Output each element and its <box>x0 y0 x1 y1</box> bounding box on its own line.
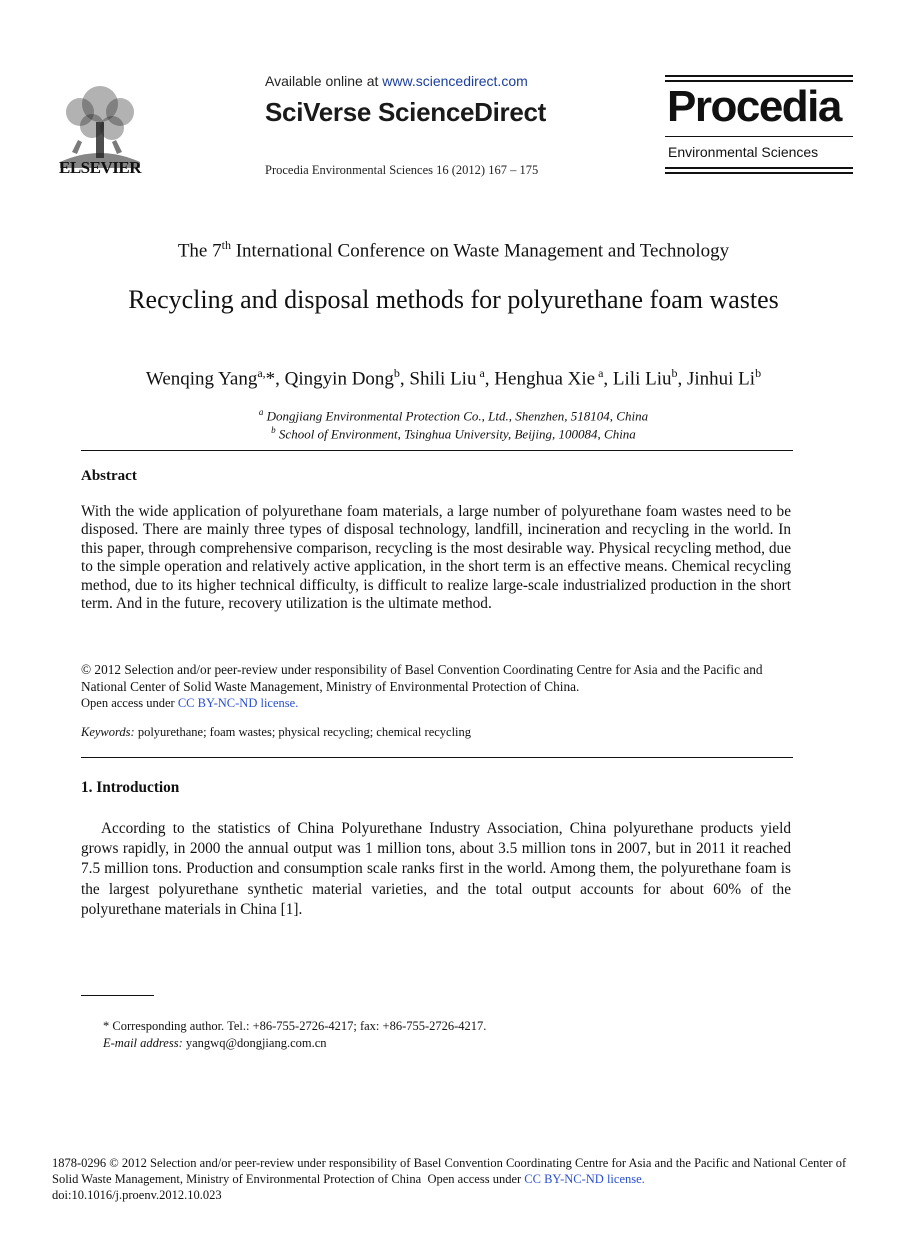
affiliation-b: $^b$ School of Environment, Tsinghua University, Beijing, 100084, China <box>271 425 636 442</box>
affiliation-a: $^a$ Dongjiang Environmental Protection Co., Ltd., Shenzhen, 518104, China <box>258 407 649 424</box>
journal-reference: Procedia Environmental Sciences 16 (2012) 167 – 175 <box>265 163 539 177</box>
sciencedirect-link[interactable]: www.sciencedirect.com <box>382 73 528 89</box>
author-list: Wenqing Yang$^{a,}$*, Qingyin Dong$^b$, Shili Liu $^a$, Henghua Xie $^a$, Lili Liu$^b$, Jinhui Li$^b$ <box>145 366 762 390</box>
sciverse-logo: SciVerse ScienceDirect <box>265 97 547 127</box>
doi: doi:10.1016/j.proenv.2012.10.023 <box>52 1188 222 1202</box>
procedia-logo <box>665 75 853 175</box>
footer-copyright: 1878-0296 © 2012 Selection and/or peer-review under responsibility of Basel Convention Coordinating Centre for Asia and the Pacific and National Center of Solid Waste Management, Ministry of Environmental Protection of China Open access under CC BY-NC-ND license. <box>52 1156 847 1186</box>
elsevier-wordmark: ELSEVIER <box>59 158 141 177</box>
email-address: E-mail address: yangwq@dongjiang.com.cn <box>103 1036 327 1050</box>
divider <box>81 757 793 758</box>
author: Qingyin Dong <box>284 368 394 390</box>
corresponding-author: * Corresponding author. Tel.: +86-755-2726-4217; fax: +86-755-2726-4217. <box>103 1019 487 1033</box>
abstract-heading: Abstract <box>81 468 137 484</box>
keywords: Keywords: polyurethane; foam wastes; physical recycling; chemical recycling <box>81 725 472 739</box>
author: Henghua Xie <box>494 368 596 390</box>
license-link[interactable]: CC BY-NC-ND license. <box>177 696 299 710</box>
procedia-subtitle: Environmental Sciences <box>668 144 819 160</box>
section-heading: 1. Introduction <box>81 779 180 796</box>
copyright-notice: © 2012 Selection and/or peer-review under responsibility of Basel Convention Coordinating Centre for Asia and the Pacific and National Center of Solid Waste Management, Ministry of Environmental Protection of China. <box>81 662 763 694</box>
footnote-rule <box>81 995 154 996</box>
introduction-text: According to the statistics of China Polyurethane Industry Association, China polyurethane products yield grows rapidly, in 2000 the annual output was 1 million tons, about 3.5 million tons in 2007, but in 2011 it reached 7.5 million tons. Production and consumption scale ranks first in the world. Among them, the polyurethane foam is the largest polyurethane synthetic material varieties, and the total output accounts for about 60% of the polyurethane materials in China [1]. <box>81 820 791 918</box>
author: Wenqing Yang <box>145 368 258 390</box>
author: Jinhui Li <box>686 368 756 390</box>
divider <box>81 450 793 451</box>
paper-title: Recycling and disposal methods for polyurethane foam wastes <box>128 285 779 314</box>
available-online: Available online at www.sciencedirect.com <box>265 73 528 89</box>
conference-name: The 7th International Conference on Waste Management and Technology <box>177 238 730 262</box>
procedia-wordmark: Procedia <box>667 82 841 131</box>
author: Shili Liu <box>409 368 477 390</box>
author: Lili Liu <box>612 368 672 390</box>
abstract-text: With the wide application of polyurethane foam materials, a large number of polyurethane foam wastes need to be disposed. There are mainly three types of disposal technology, landfill, incineration and recycling in the world. In this paper, through comprehensive comparison, recycling is the most desirable way. Physical recycling method, due to the simple operation and relatively active application, in the short term is an effective means. Chemical recycling method, due to its higher technical difficulty, is difficult to realize large-scale industrialized production in the short term. And in the future, recovery utilization is the ultimate method. <box>81 503 791 613</box>
footer-license-link[interactable]: CC BY-NC-ND license. <box>524 1172 645 1186</box>
open-access-line: Open access under CC BY-NC-ND license. <box>81 696 299 710</box>
